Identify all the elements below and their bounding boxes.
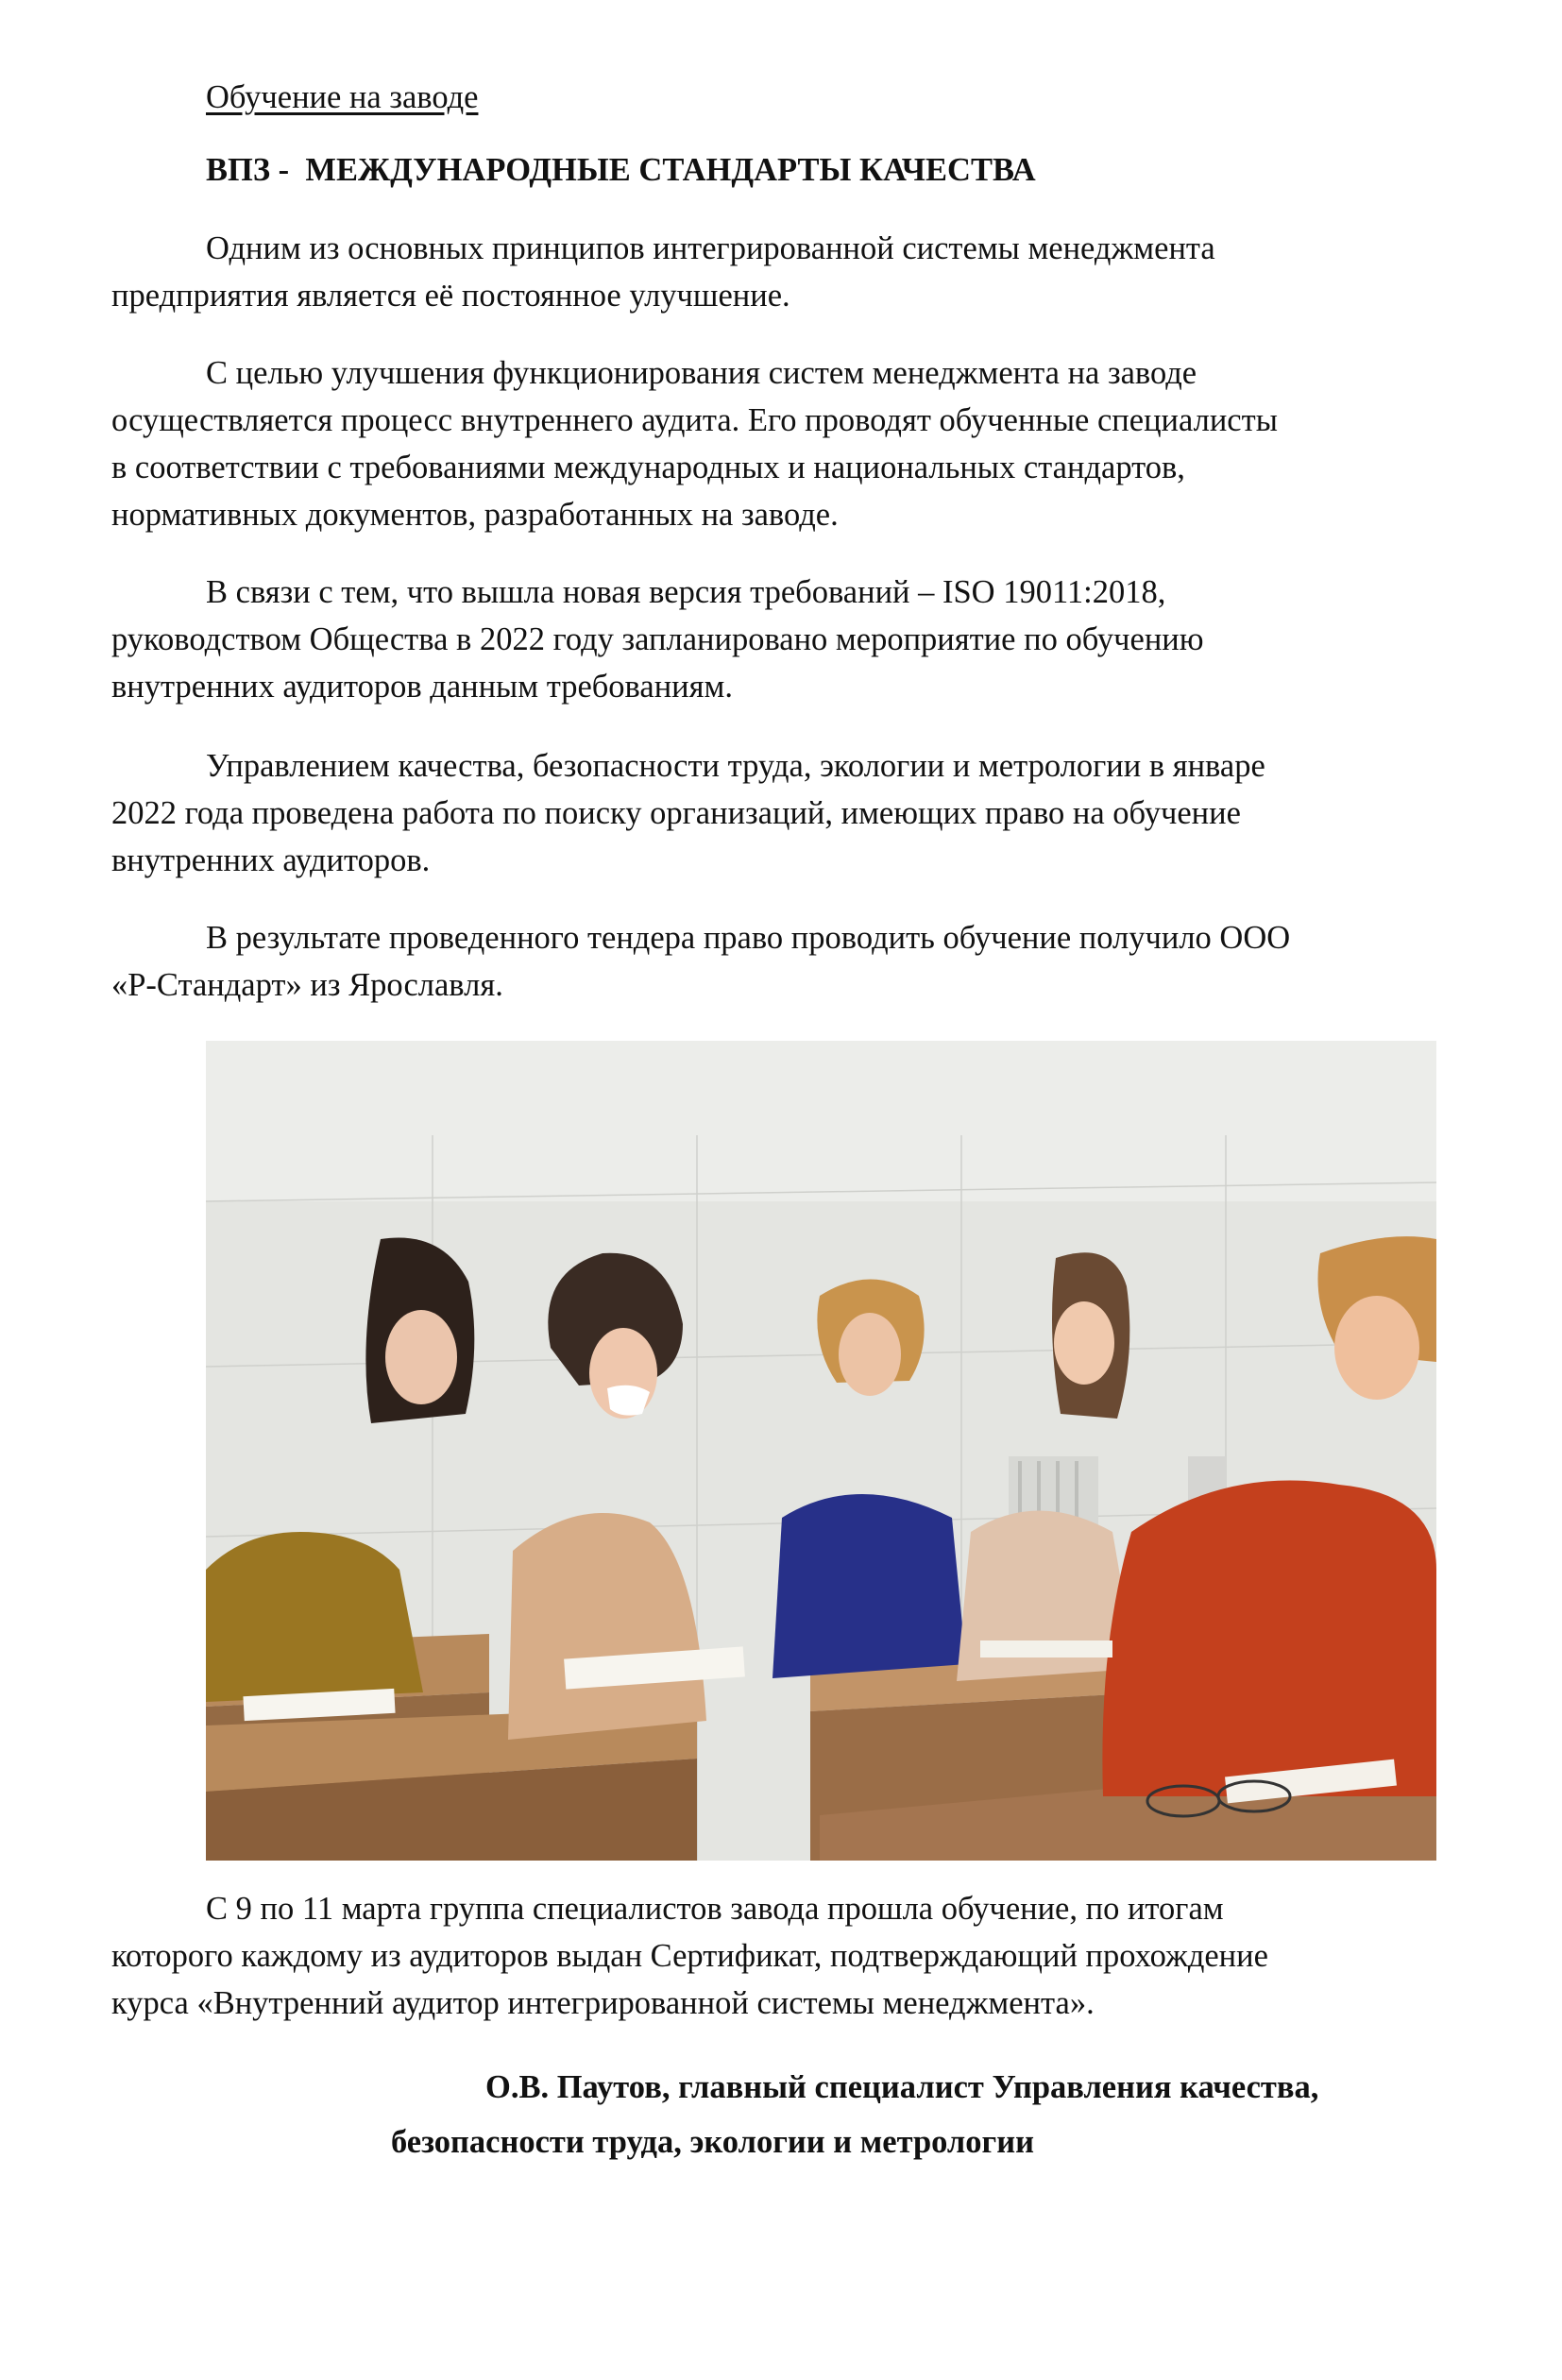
section-label: Обучение на заводе xyxy=(206,79,479,115)
training-photo-illustration xyxy=(206,1041,1436,1861)
paragraph-line: Управлением качества, безопасности труда, экологии и метрологии в январе xyxy=(206,748,1265,784)
paragraph-line: 2022 года проведена работа по поиску организаций, имеющих право на обучение xyxy=(111,795,1241,831)
paragraph-line: внутренних аудиторов. xyxy=(111,842,431,878)
paragraph-line: в соответствии с требованиями международных и национальных стандартов, xyxy=(111,450,1185,485)
paragraph-line: курса «Внутренний аудитор интегрированной системы менеджмента». xyxy=(111,1985,1095,2021)
paragraph-line: Одним из основных принципов интегрированной системы менеджмента xyxy=(206,230,1215,266)
article-headline: ВПЗ - МЕЖДУНАРОДНЫЕ СТАНДАРТЫ КАЧЕСТВА xyxy=(206,152,1036,188)
paragraph-6 xyxy=(111,1885,1452,2027)
paragraph-line: В результате проведенного тендера право проводить обучение получило ООО xyxy=(206,920,1291,956)
paragraph-5 xyxy=(111,914,1452,1009)
paragraph-line: которого каждому из аудиторов выдан Сертификат, подтверждающий прохождение xyxy=(111,1938,1268,1974)
paragraph-line: руководством Общества в 2022 году запланировано мероприятие по обучению xyxy=(111,621,1204,657)
paragraph-4 xyxy=(111,742,1452,884)
author-signature-line1: О.В. Паутов, главный специалист Управления качества, xyxy=(485,2069,1319,2105)
paragraph-line: В связи с тем, что вышла новая версия требований – ISO 19011:2018, xyxy=(206,574,1166,610)
paragraph-line: нормативных документов, разработанных на заводе. xyxy=(111,497,839,533)
author-signature-line2: безопасности труда, экологии и метрологии xyxy=(391,2124,1034,2160)
paragraph-line: С 9 по 11 марта группа специалистов завода прошла обучение, по итогам xyxy=(206,1891,1224,1927)
training-photo xyxy=(206,1041,1436,1861)
paragraph-line: внутренних аудиторов данным требованиям. xyxy=(111,669,733,705)
paragraph-line: предприятия является её постоянное улучшение. xyxy=(111,278,790,314)
paragraph-1 xyxy=(111,225,1452,319)
paragraph-3 xyxy=(111,569,1452,710)
paragraph-line: С целью улучшения функционирования систем менеджмента на заводе xyxy=(206,355,1197,391)
paragraph-line: осуществляется процесс внутреннего аудита. Его проводят обученные специалисты xyxy=(111,402,1278,438)
paragraph-line: «Р-Стандарт» из Ярославля. xyxy=(111,967,503,1003)
paragraph-2 xyxy=(111,349,1452,538)
